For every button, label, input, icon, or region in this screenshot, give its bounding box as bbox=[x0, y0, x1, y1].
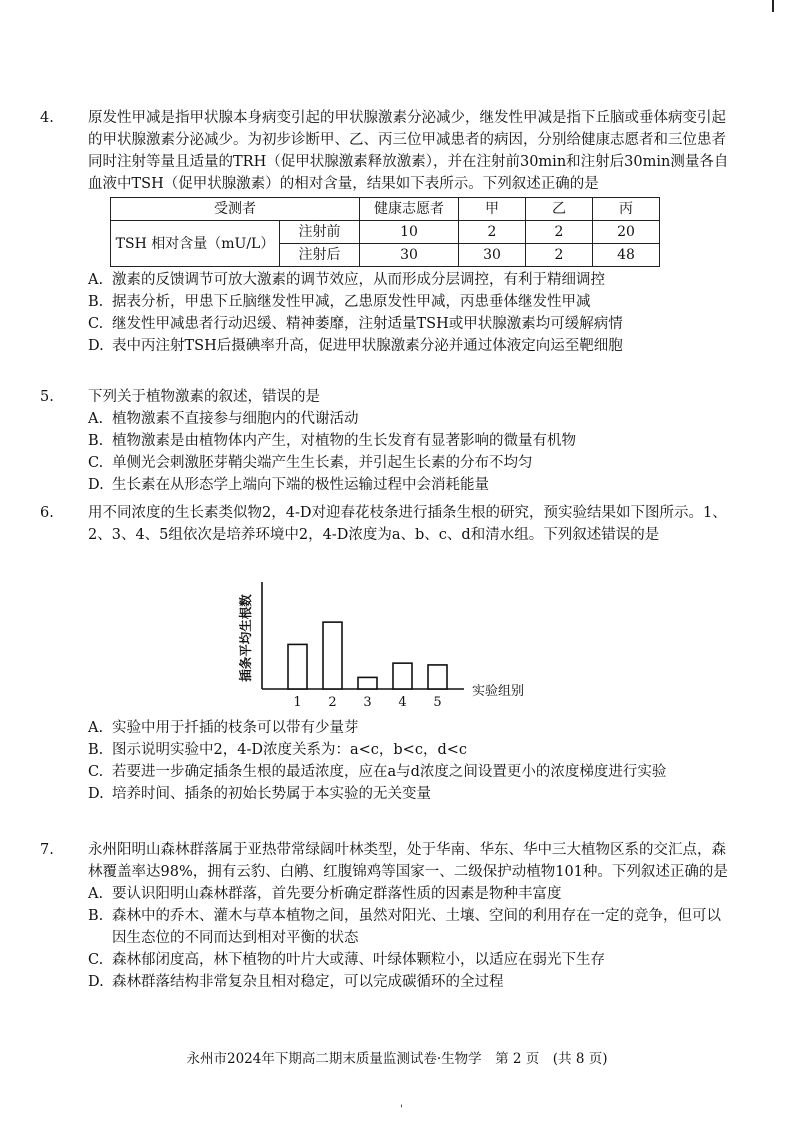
option-b: B. 森林中的乔木、灌木与草本植物之间，虽然对阳光、土壤、空间的利用存在一定的竞争，但可以因生态位的不同而达到相对平衡的状态 bbox=[88, 908, 721, 946]
corner-mark bbox=[772, 0, 774, 12]
table-cell: 注射前 bbox=[280, 221, 360, 244]
tsh-table bbox=[110, 197, 660, 267]
chart-svg bbox=[232, 582, 562, 712]
question-number: 5. bbox=[40, 389, 54, 405]
table-header-cell: 健康志愿者 bbox=[360, 198, 459, 221]
question-6-stem: 6. 用不同浓度的生长素类似物2，4-D对迎春花枝条进行插条生根的研究，预实验结果如下图所示。1、2、3、4、5组依次是培养环境中2，4-D浓度为a、b、c、d和清水组。下列叙述错误的是 bbox=[64, 502, 734, 546]
option-d: D. 森林群落结构非常复杂且相对稳定，可以完成碳循环的全过程 bbox=[88, 974, 504, 990]
question-number: 7. bbox=[40, 842, 54, 858]
question-number: 4. bbox=[40, 110, 54, 126]
x-tick-label: 2 bbox=[328, 695, 337, 710]
question-6 bbox=[40, 502, 734, 546]
question-4-stem: 4. 原发性甲减是指甲状腺本身病变引起的甲状腺激素分泌减少，继发性甲减是指下丘脑或垂体病变引起的甲状腺激素分泌减少。为初步诊断甲、乙、丙三位甲减患者的病因，分别给健康志愿者和三位患者同时注射等量且适量的TRH（促甲状腺激素释放激素），并在注射前30min和注射后30min测量各自血液中TSH（促甲状腺激素）的相对含量，结果如下表所示。下列叙述正确的是 bbox=[64, 107, 734, 195]
question-6-options bbox=[64, 717, 734, 805]
option-d: D. 表中丙注射TSH后摄碘率升高，促进甲状腺激素分泌并通过体液定向运至靶细胞 bbox=[88, 338, 623, 354]
option-d: D. 培养时间、插条的初始长势属于本实验的无关变量 bbox=[88, 786, 431, 802]
question-7-stem: 7. 永州阳明山森林群落属于亚热带常绿阔叶林类型，处于华南、华东、华中三大植物区系的交汇点，森林覆盖率达98%，拥有云豹、白鹇、红腹锦鸡等国家一、二级保护动植物101种。下列叙述正确的是 bbox=[64, 839, 734, 883]
x-tick-label: 5 bbox=[433, 695, 442, 710]
table-header-cell: 受测者 bbox=[111, 198, 360, 221]
y-axis-label: 插条平均生根数 bbox=[238, 594, 253, 682]
option-a: A. 植物激素不直接参与细胞内的代谢活动 bbox=[88, 411, 359, 427]
table-cell: 2 bbox=[526, 221, 593, 244]
table-row bbox=[111, 221, 660, 244]
bar-group-2 bbox=[323, 622, 342, 689]
x-axis-label: 实验组别 bbox=[472, 684, 525, 699]
question-7 bbox=[40, 839, 734, 993]
bar-group-3 bbox=[358, 677, 377, 689]
option-a: A. 激素的反馈调节可放大激素的调节效应，从而形成分层调控，有利于精细调控 bbox=[88, 272, 605, 288]
option-a: A. 要认识阳明山森林群落，首先要分析确定群落性质的因素是物种丰富度 bbox=[88, 886, 562, 902]
option-d: D. 生长素在从形态学上端向下端的极性运输过程中会消耗能量 bbox=[88, 477, 489, 493]
table-header-cell: 甲 bbox=[459, 198, 526, 221]
bar-group-1 bbox=[288, 644, 307, 689]
x-tick-label: 3 bbox=[363, 695, 372, 710]
table-cell: 注射后 bbox=[280, 244, 360, 267]
rooting-bar-chart bbox=[232, 582, 562, 712]
bottom-mark: ' bbox=[400, 1104, 403, 1115]
table-cell: 10 bbox=[360, 221, 459, 244]
option-b: B. 据表分析，甲患下丘脑继发性甲减，乙患原发性甲减，丙患垂体继发性甲减 bbox=[88, 294, 591, 310]
table-cell: 2 bbox=[459, 221, 526, 244]
option-b: B. 植物激素是由植物体内产生，对植物的生长发育有显著影响的微量有机物 bbox=[88, 433, 576, 449]
table-cell: 30 bbox=[360, 244, 459, 267]
table-header-cell: 丙 bbox=[593, 198, 660, 221]
table-cell: 20 bbox=[593, 221, 660, 244]
question-4 bbox=[40, 107, 734, 357]
option-b: B. 图示说明实验中2，4-D浓度关系为：a<c，b<c，d<c bbox=[88, 742, 467, 758]
option-c: C. 单侧光会刺激胚芽鞘尖端产生生长素，并引起生长素的分布不均匀 bbox=[88, 455, 533, 471]
x-tick-label: 4 bbox=[398, 695, 407, 710]
table-cell: 30 bbox=[459, 244, 526, 267]
option-c: C. 继发性甲减患者行动迟缓、精神萎靡，注射适量TSH或甲状腺激素均可缓解病情 bbox=[88, 316, 623, 332]
question-number: 6. bbox=[40, 505, 54, 521]
question-5 bbox=[40, 386, 734, 496]
table-cell: 48 bbox=[593, 244, 660, 267]
option-c: C. 森林郁闭度高，林下植物的叶片大或薄、叶绿体颗粒小，以适应在弱光下生存 bbox=[88, 952, 605, 968]
bar-group-4 bbox=[393, 663, 412, 689]
x-tick-label: 1 bbox=[293, 695, 302, 710]
option-a: A. 实验中用于扦插的枝条可以带有少量芽 bbox=[88, 720, 359, 736]
table-header-cell: 乙 bbox=[526, 198, 593, 221]
option-c: C. 若要进一步确定插条生根的最适浓度，应在a与d浓度之间设置更小的浓度梯度进行实验 bbox=[88, 764, 667, 780]
question-5-stem: 5. 下列关于植物激素的叙述，错误的是 bbox=[64, 386, 734, 408]
tick-labels-group bbox=[293, 695, 441, 710]
table-row-label: TSH 相对含量（mU/L） bbox=[111, 221, 280, 267]
bars-group bbox=[288, 622, 447, 689]
table-header-row bbox=[111, 198, 660, 221]
bar-group-5 bbox=[428, 665, 447, 689]
table-cell: 2 bbox=[526, 244, 593, 267]
page-footer: 永州市2024年下期高二期末质量监测试卷·生物学 第 2 页 (共 8 页) bbox=[186, 1051, 608, 1067]
